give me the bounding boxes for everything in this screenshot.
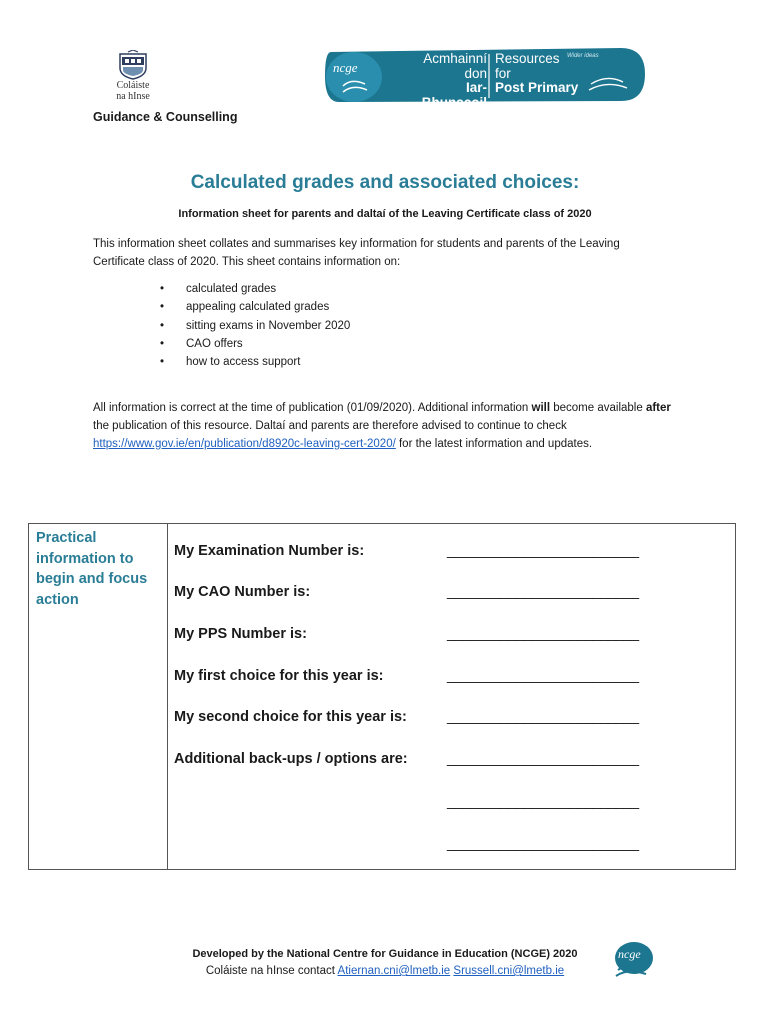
backup-options-field-3[interactable]: _________________________ — [447, 836, 639, 852]
ncge-logo-text: ncge — [333, 60, 358, 75]
english-line2: for — [495, 65, 511, 81]
pps-number-label: My PPS Number is: — [174, 626, 307, 642]
first-choice-label: My first choice for this year is: — [174, 668, 384, 684]
ncge-resources-banner — [321, 46, 647, 110]
page-title: Calculated grades and associated choices: — [190, 172, 580, 193]
crest-text-line2: na hInse — [116, 91, 150, 102]
notice-text: the publication of this resource. Daltaí and parents are therefore advised to continue to check — [93, 420, 567, 432]
crest-shield-icon — [118, 50, 148, 80]
footer-logo-text: ncge — [618, 947, 641, 961]
ncge-footer-logo — [612, 940, 656, 980]
notice-paragraph — [93, 399, 673, 453]
table-heading: Practical information to begin and focus action — [36, 530, 148, 608]
page-subtitle: Information sheet for parents and daltaí of the Leaving Certificate class of 2020 — [178, 208, 592, 220]
school-crest — [102, 50, 164, 106]
backup-options-field[interactable]: _________________________ — [447, 751, 639, 767]
english-line1: Resources — [495, 51, 560, 66]
practical-info-table — [28, 523, 736, 870]
notice-emphasis: after — [645, 402, 671, 414]
pps-number-field[interactable]: _________________________ — [447, 626, 639, 642]
irish-line1: Acmhainní — [423, 51, 487, 66]
list-item: • sitting exams in November 2020 — [160, 317, 350, 335]
notice-text: for the latest information and updates. — [395, 438, 593, 450]
irish-line2: don — [464, 65, 487, 81]
email-link-srussell[interactable]: Srussell.cni@lmetb.ie — [453, 965, 565, 977]
backup-options-label: Additional back-ups / options are: — [174, 751, 408, 767]
topics-list — [160, 280, 350, 371]
notice-text: All information is correct at the time of publication (01/09/2020). Additional information — [93, 402, 532, 414]
exam-number-label: My Examination Number is: — [174, 543, 365, 559]
banner-irish-text — [407, 52, 487, 110]
cao-number-label: My CAO Number is: — [174, 584, 311, 600]
notice-text: become available — [550, 402, 646, 414]
list-item: • calculated grades — [160, 280, 350, 298]
list-item: • how to access support — [160, 353, 350, 371]
irish-line3: Iar-Bhunscoil — [421, 80, 487, 110]
notice-emphasis: will — [531, 402, 551, 414]
backup-options-field-2[interactable]: _________________________ — [447, 794, 639, 810]
second-choice-field[interactable]: _________________________ — [447, 709, 639, 725]
second-choice-label: My second choice for this year is: — [174, 709, 407, 725]
cao-number-field[interactable]: _________________________ — [447, 584, 639, 600]
exam-number-field[interactable]: _________________________ — [447, 543, 639, 559]
banner-english-text — [495, 52, 635, 96]
list-item: • appealing calculated grades — [160, 298, 350, 316]
banner-tagline: Wider ideas — [567, 53, 599, 59]
department-label: Guidance & Counselling — [93, 110, 238, 124]
intro-paragraph: This information sheet collates and summarises key information for students and parents of the Leaving Certificate class of 2020. This sheet contains information on: — [93, 238, 620, 268]
table-divider — [167, 524, 168, 869]
email-link-atiernan[interactable]: Atiernan.cni@lmetb.ie — [337, 965, 451, 977]
gov-ie-link[interactable]: https://www.gov.ie/en/publication/d8920c-leaving-cert-2020/ — [93, 438, 396, 450]
crest-text-line1: Coláiste — [116, 80, 150, 91]
first-choice-field[interactable]: _________________________ — [447, 668, 639, 684]
footer-credit: Developed by the National Centre for Guidance in Education (NCGE) 2020 — [192, 948, 578, 960]
list-item: • CAO offers — [160, 335, 350, 353]
contact-prefix: Coláiste na hInse contact — [205, 965, 338, 977]
english-line3: Post Primary — [495, 80, 579, 95]
